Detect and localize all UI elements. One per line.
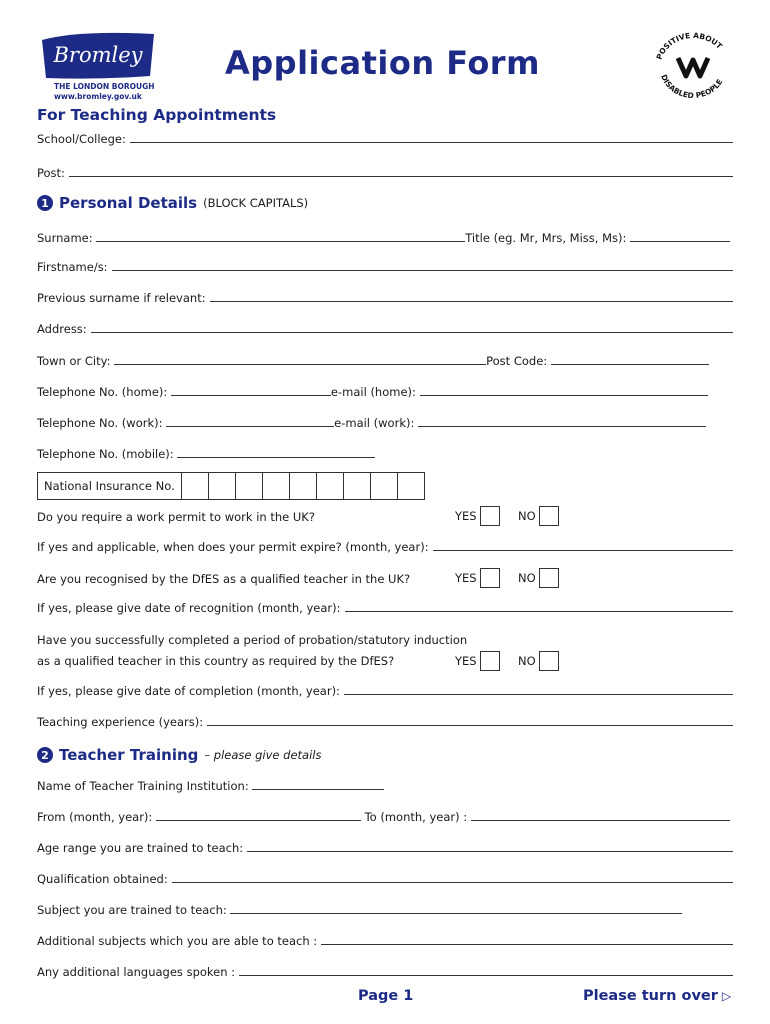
turn-over-text: Please turn over [583,988,718,1004]
tel-home-input[interactable] [171,385,331,396]
ni-cell[interactable] [398,473,424,499]
page-title: Application Form [225,44,540,82]
permit-expire-field[interactable] [37,540,733,554]
tel-work-input[interactable] [166,416,334,427]
section-teacher-training [37,746,321,764]
section-number-icon: 1 [37,195,53,211]
probation-question-line2: as a qualified teacher in this country as required by the DfES? [37,654,395,668]
section-personal-details [37,194,308,212]
address-field[interactable] [37,322,733,336]
logo-subtext [54,82,155,102]
tel-mobile-label: Telephone No. (mobile): [37,447,174,461]
turn-over-note [583,988,731,1004]
work-permit-question: Do you require a work permit to work in the UK? [37,510,315,524]
no-label: NO [518,571,536,585]
positive-about-disabled-people-seal [648,28,738,98]
post-field[interactable] [37,166,733,180]
dfes-no[interactable] [518,568,559,588]
qualification-label: Qualification obtained: [37,872,168,886]
qualification-field[interactable] [37,872,733,886]
work-permit-yes[interactable] [455,506,500,526]
email-home-input[interactable] [420,385,708,396]
subject-row[interactable] [37,903,682,917]
age-range-label: Age range you are trained to teach: [37,841,244,855]
section-note: – please give details [204,748,322,762]
email-home-label: e-mail (home): [330,385,416,399]
postcode-input[interactable] [551,354,709,365]
probation-yes[interactable] [455,651,500,671]
section-number-icon: 2 [37,747,53,763]
prev-surname-label: Previous surname if relevant: [37,291,206,305]
town-input[interactable] [114,354,486,365]
email-work-input[interactable] [418,416,706,427]
section-note: (BLOCK CAPITALS) [203,196,309,210]
section-title: Teacher Training [59,746,199,764]
age-range-field[interactable] [37,841,733,855]
from-label: From (month, year): [37,810,153,824]
town-row[interactable] [37,354,709,368]
school-label: School/College: [37,132,126,146]
completion-date-field[interactable] [37,684,733,698]
languages-field[interactable] [37,965,733,979]
email-work-label: e-mail (work): [334,416,415,430]
bromley-logo [38,30,158,82]
dfes-question: Are you recognised by the DfES as a qualified teacher in the UK? [37,572,411,586]
ni-cell[interactable] [317,473,344,499]
recognition-date-field[interactable] [37,601,733,615]
ni-cell[interactable] [371,473,398,499]
logo-borough: THE LONDON BOROUGH [54,82,155,91]
ni-label: National Insurance No. [38,473,182,499]
tel-home-label: Telephone No. (home): [37,385,168,399]
post-label: Post: [37,166,65,180]
logo-website: www.bromley.gov.uk [54,92,142,101]
institution-label: Name of Teacher Training Institution: [37,779,249,793]
institution-input[interactable] [252,779,384,790]
experience-field[interactable] [37,715,733,729]
surname-row[interactable] [37,231,730,245]
ni-cell[interactable] [209,473,236,499]
page-number: Page 1 [358,988,414,1004]
yes-checkbox[interactable] [480,651,500,671]
play-arrow-icon: ▷ [721,989,732,1003]
svg-text:POSITIVE ABOUT [655,31,725,61]
ni-cell[interactable] [290,473,317,499]
tel-mobile-input[interactable] [177,447,375,458]
recognition-date-label: If yes, please give date of recognition (month, year): [37,601,341,615]
to-label: To (month, year) : [364,810,468,824]
ni-cell[interactable] [344,473,371,499]
to-input[interactable] [471,810,730,821]
additional-subjects-field[interactable] [37,934,733,948]
logo-word: Bromley [53,43,143,67]
probation-no[interactable] [518,651,559,671]
tel-work-row[interactable] [37,416,706,430]
seal-tick-icon [678,58,708,76]
ni-cell[interactable] [236,473,263,499]
additional-subjects-label: Additional subjects which you are able to teach : [37,934,318,948]
prev-surname-field[interactable] [37,291,733,305]
work-permit-no[interactable] [518,506,559,526]
yes-label: YES [455,571,477,585]
firstnames-field[interactable] [37,260,733,274]
languages-label: Any additional languages spoken : [37,965,236,979]
address-label: Address: [37,322,87,336]
form-subtitle: For Teaching Appointments [37,106,277,124]
no-label: NO [518,654,536,668]
yes-label: YES [455,509,477,523]
surname-label: Surname: [37,231,93,245]
town-label: Town or City: [37,354,111,368]
dfes-yes[interactable] [455,568,500,588]
firstnames-label: Firstname/s: [37,260,108,274]
no-checkbox[interactable] [539,506,559,526]
national-insurance-field[interactable] [37,472,425,500]
title-label: Title (eg. Mr, Mrs, Miss, Ms): [465,231,627,245]
seal-text-bottom: DISABLED PEOPLE [659,73,725,98]
postcode-label: Post Code: [486,354,548,368]
yes-label: YES [455,654,477,668]
no-checkbox[interactable] [539,568,559,588]
seal-text-top: POSITIVE ABOUT [654,30,724,61]
yes-checkbox[interactable] [480,568,500,588]
tel-home-row[interactable] [37,385,708,399]
surname-input[interactable] [96,231,465,242]
title-input[interactable] [630,231,730,242]
ni-cell[interactable] [263,473,290,499]
tel-work-label: Telephone No. (work): [37,416,163,430]
ni-cell[interactable] [182,473,209,499]
institution-row[interactable] [37,779,384,793]
from-to-row[interactable] [37,810,730,824]
from-input[interactable] [156,810,361,821]
subject-label: Subject you are trained to teach: [37,903,227,917]
tel-mobile-row[interactable] [37,447,375,461]
experience-label: Teaching experience (years): [37,715,204,729]
permit-expire-label: If yes and applicable, when does your permit expire? (month, year): [37,540,429,554]
subject-input[interactable] [230,903,682,914]
no-checkbox[interactable] [539,651,559,671]
completion-date-label: If yes, please give date of completion (month, year): [37,684,340,698]
no-label: NO [518,509,536,523]
yes-checkbox[interactable] [480,506,500,526]
section-title: Personal Details [59,194,198,212]
probation-question-line1: Have you successfully completed a period of probation/statutory induction [37,633,468,647]
svg-text:DISABLED PEOPLE [659,73,724,98]
school-field[interactable] [37,132,733,146]
